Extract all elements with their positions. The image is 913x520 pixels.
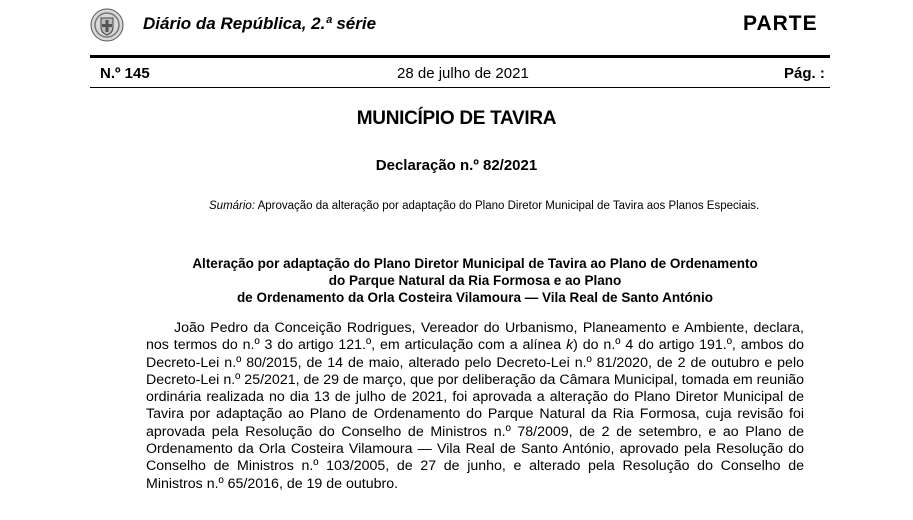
journal-title: Diário da República, 2.ª série (143, 14, 377, 33)
summary (203, 199, 803, 214)
issue-line (0, 63, 913, 85)
page-number: Pág. : (784, 65, 825, 82)
header-divider (90, 55, 830, 58)
body-paragraph (146, 320, 804, 493)
body-text-italic: k (566, 337, 574, 354)
body-text-part1: João Pedro da Conceição Rodrigues, Vereador do Urbanismo, Planeamento e Ambiente, declara, nos termos do n.º 3 do artigo 121.º, em articulação com a alínea (146, 320, 804, 354)
entity-title: MUNICÍPIO DE TAVIRA (356, 108, 557, 129)
subtitle-line: Alteração por adaptação do Plano Diretor Municipal de Tavira ao Plano de Ordenamento (192, 256, 758, 271)
summary-label: Sumário: (209, 200, 256, 212)
portuguese-coat-of-arms-icon (90, 8, 124, 42)
declaration-title: Declaração n.º 82/2021 (375, 157, 538, 174)
body-text-part2: ) do n.º 4 do artigo 191.º, ambos do Decreto-Lei n.º 80/2015, de 14 de maio, alterado pelo Decreto-Lei n.º 81/2020, de 2 de outubro e pelo Decreto-Lei n.º 25/2021, de 29 de março, que por deliberação da Câmara Municipal, tomada em reunião ordinária realizada no dia 13 de julho de 2021, foi aprovada a alteração do Plano Diretor Municipal de Tavira por adaptação ao Plano de Ordenamento do Parque Natural da Ria Formosa, cuja revisão foi aprovada pela Resolução do Conselho de Ministros n.º 78/2009, de 2 de setembro, e ao Plano de Ordenamento da Orla Costeira Vilamoura — Vila Real de Santo António, aprovado pela Resolução do Conselho de Ministros n.º 103/2005, de 27 de junho, e alterado pela Resolução do Conselho de Ministros n.º 65/2016, de 19 de outubro. (146, 337, 804, 492)
document-header (0, 0, 913, 56)
document-subtitle (150, 255, 800, 306)
issue-divider (90, 87, 830, 88)
issue-number: N.º 145 (100, 65, 150, 82)
summary-text: Aprovação da alteração por adaptação do Plano Diretor Municipal de Tavira aos Planos Especiais. (257, 200, 760, 212)
issue-date: 28 de julho de 2021 (397, 65, 529, 82)
subtitle-line: de Ordenamento da Orla Costeira Vilamoura — Vila Real de Santo António (236, 290, 714, 305)
subtitle-line: do Parque Natural da Ria Formosa e ao Plano (328, 273, 622, 288)
part-label: PARTE (743, 12, 818, 35)
